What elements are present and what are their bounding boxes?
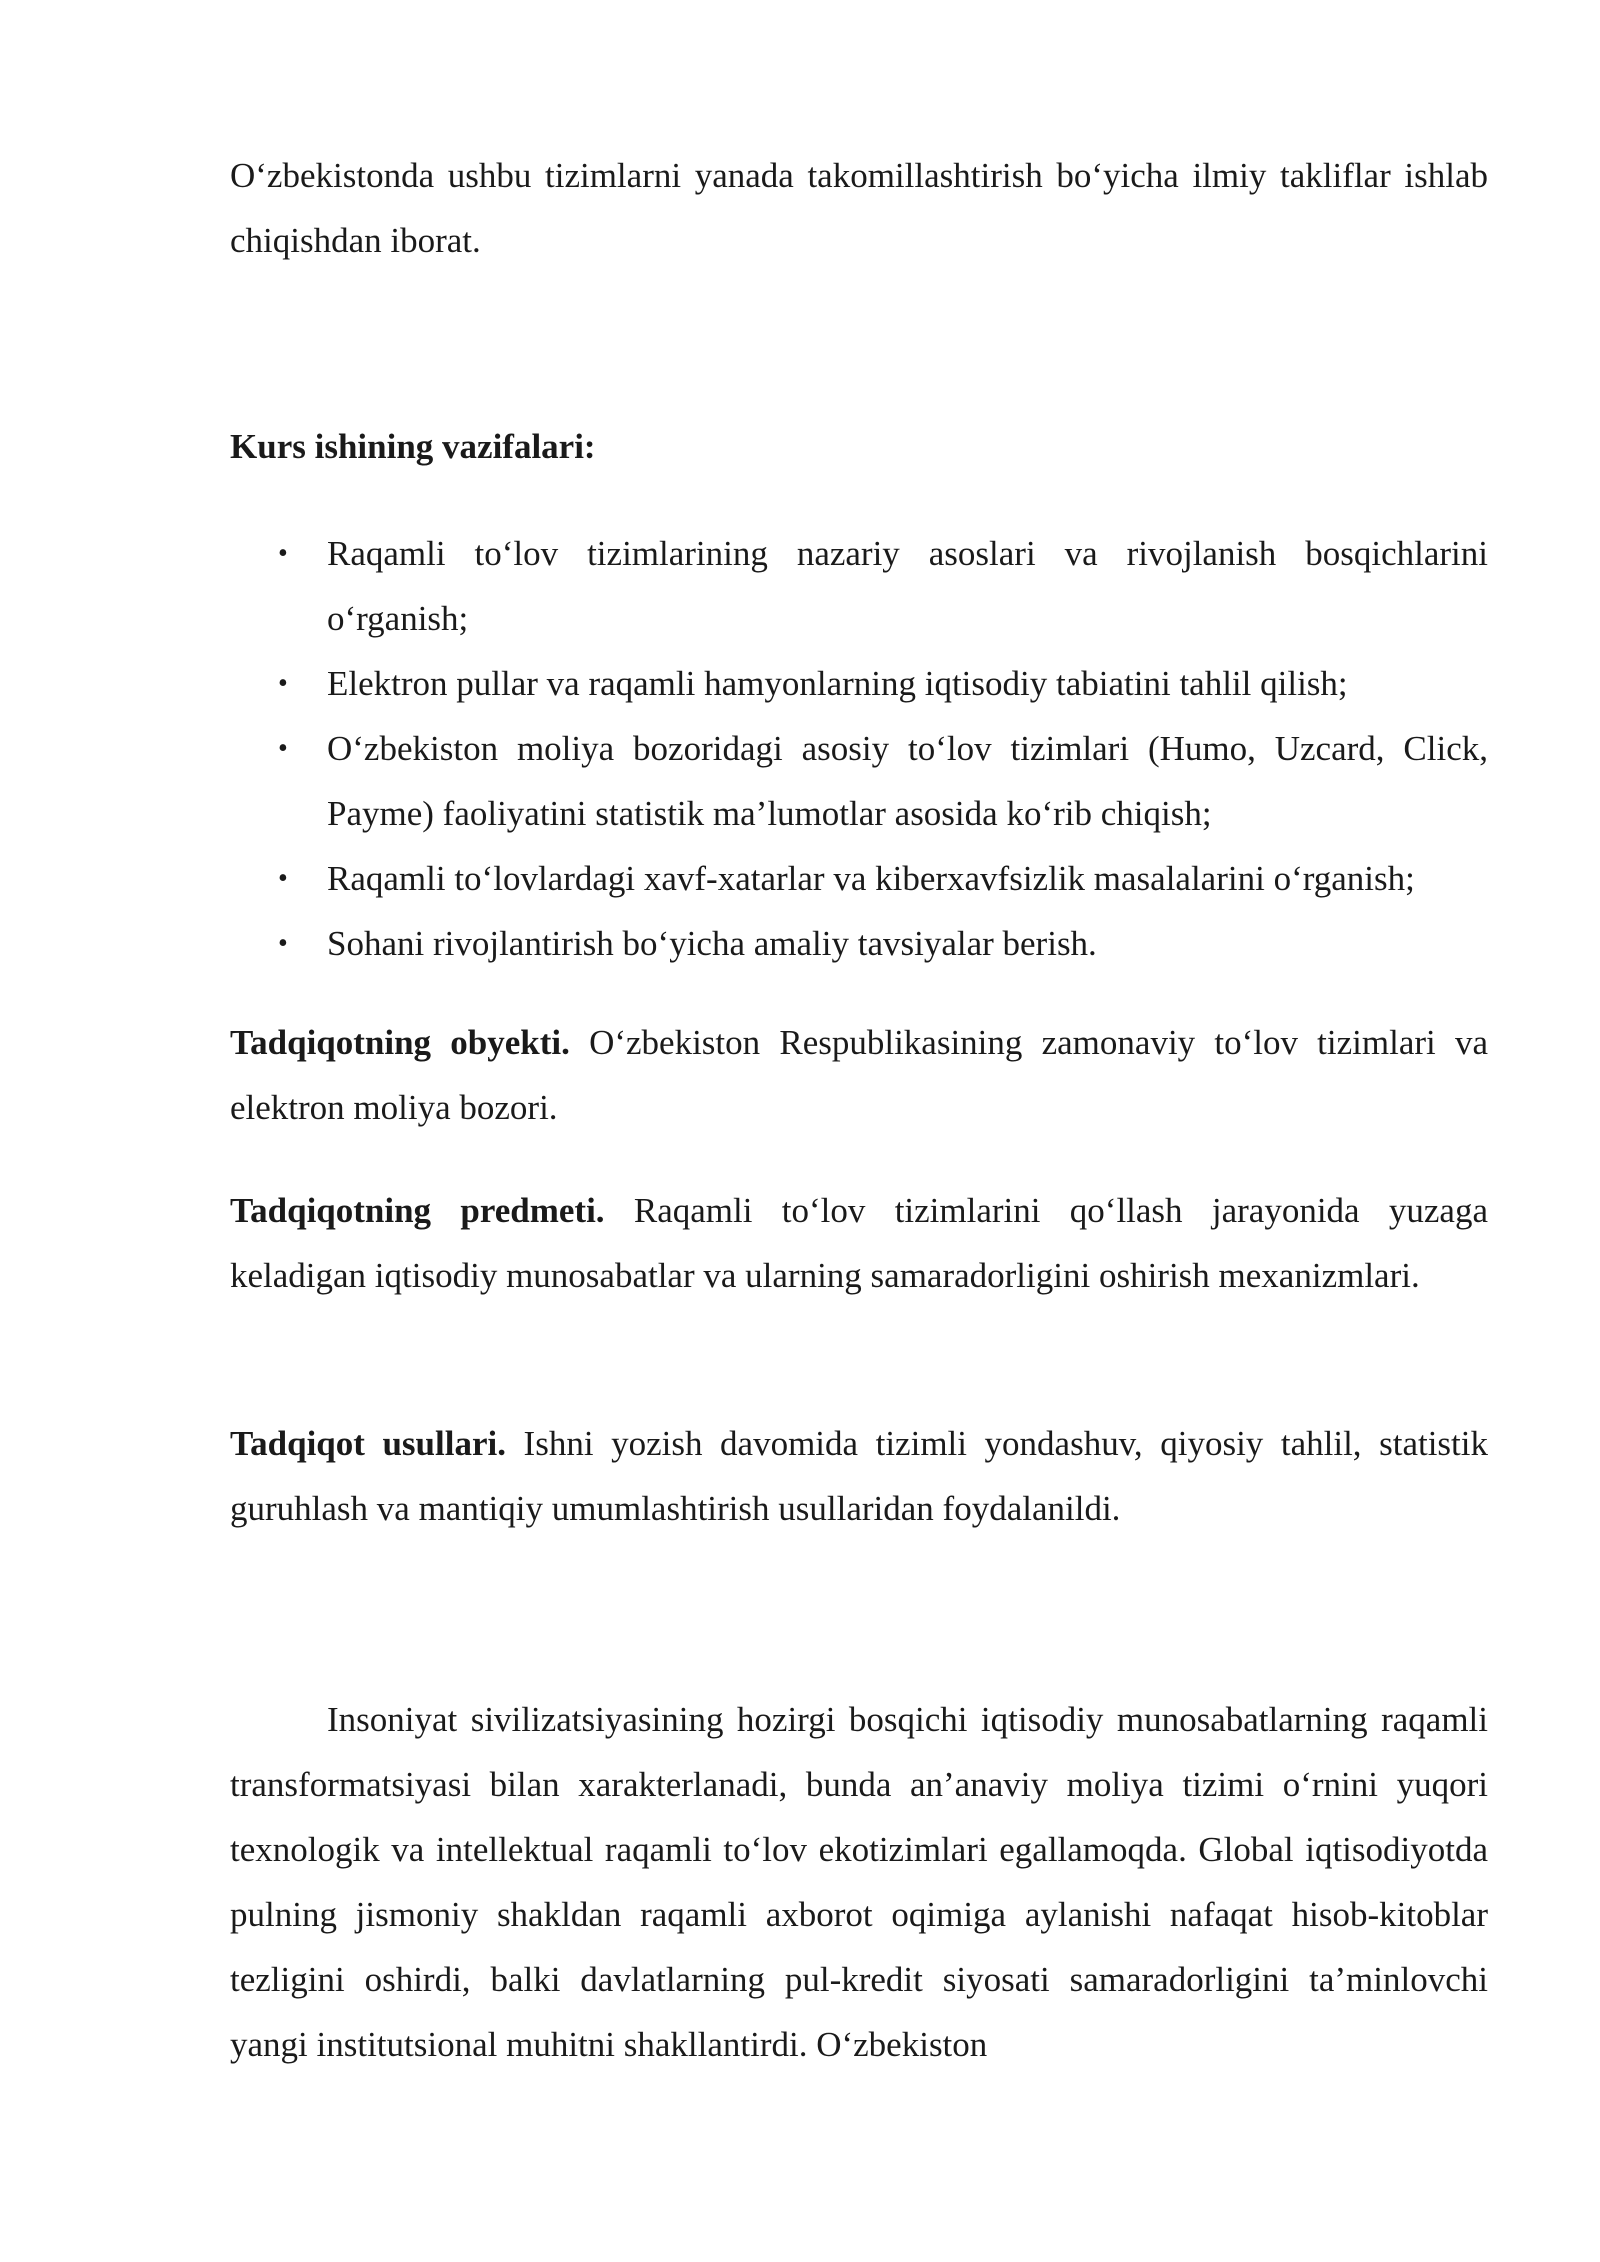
list-item-text: O‘zbekiston moliya bozoridagi asosiy to‘lov tizimlari (Humo, Uzcard, Click, Payme) faoliyatini statistik ma’lumotlar asosida ko‘rib chiqish; xyxy=(327,729,1488,833)
list-item-text: Raqamli to‘lovlardagi xavf-xatarlar va kiberxavfsizlik masalalarini o‘rganish; xyxy=(327,859,1415,898)
list-item xyxy=(230,521,1488,651)
research-object-label: Tadqiqotning obyekti. xyxy=(230,1023,570,1062)
list-item-text: Raqamli to‘lov tizimlarining nazariy asoslari va rivojlanish bosqichlarini o‘rganish; xyxy=(327,534,1488,638)
list-item xyxy=(230,911,1488,976)
bullet-icon: • xyxy=(278,538,288,569)
bullet-icon: • xyxy=(278,668,288,699)
research-object-paragraph xyxy=(230,1010,1488,1140)
list-item xyxy=(230,716,1488,846)
research-subject-paragraph xyxy=(230,1178,1488,1308)
intro-paragraph: O‘zbekistonda ushbu tizimlarni yanada takomillashtirish bo‘yicha ilmiy takliflar ishlab chiqishdan iborat. xyxy=(230,156,1488,260)
list-item-text: Elektron pullar va raqamli hamyonlarning iqtisodiy tabiatini tahlil qilish; xyxy=(327,664,1348,703)
list-item xyxy=(230,651,1488,716)
bullet-icon: • xyxy=(278,928,288,959)
research-subject-label: Tadqiqotning predmeti. xyxy=(230,1191,605,1230)
list-item xyxy=(230,846,1488,911)
bullet-icon: • xyxy=(278,733,288,764)
list-item-text: Sohani rivojlantirish bo‘yicha amaliy tavsiyalar berish. xyxy=(327,924,1097,963)
research-methods-label: Tadqiqot usullari. xyxy=(230,1424,506,1463)
tasks-list xyxy=(230,521,1488,976)
research-object-text: O‘zbekiston Respublikasining zamonaviy to‘lov tizimlari va elektron moliya bozori. xyxy=(230,1023,1488,1127)
body-paragraph: Insoniyat sivilizatsiyasining hozirgi bosqichi iqtisodiy munosabatlarning raqamli transformatsiyasi bilan xarakterlanadi, bunda an’anaviy moliya tizimi o‘rnini yuqori texnologik va intellektual raqamli to‘lov ekotizimlari egallamoqda. Global iqtisodiyotda pulning jismoniy shakldan raqamli axborot oqimiga aylanishi nafaqat hisob-kitoblar tezligini oshirdi, balki davlatlarning pul-kredit siyosati samaradorligini ta’minlovchi yangi institutsional muhitni shakllantirdi. O‘zbekiston xyxy=(230,1700,1488,2064)
bullet-icon: • xyxy=(278,863,288,894)
research-methods-paragraph xyxy=(230,1411,1488,1541)
tasks-heading: Kurs ishining vazifalari: xyxy=(230,427,596,466)
research-subject-text: Raqamli to‘lov tizimlarini qo‘llash jarayonida yuzaga keladigan iqtisodiy munosabatlar va ularning samaradorligini oshirish mexanizmlari. xyxy=(230,1191,1488,1295)
research-methods-text: Ishni yozish davomida tizimli yondashuv, qiyosiy tahlil, statistik guruhlash va mantiqiy umumlashtirish usullaridan foydalanildi. xyxy=(230,1424,1488,1528)
